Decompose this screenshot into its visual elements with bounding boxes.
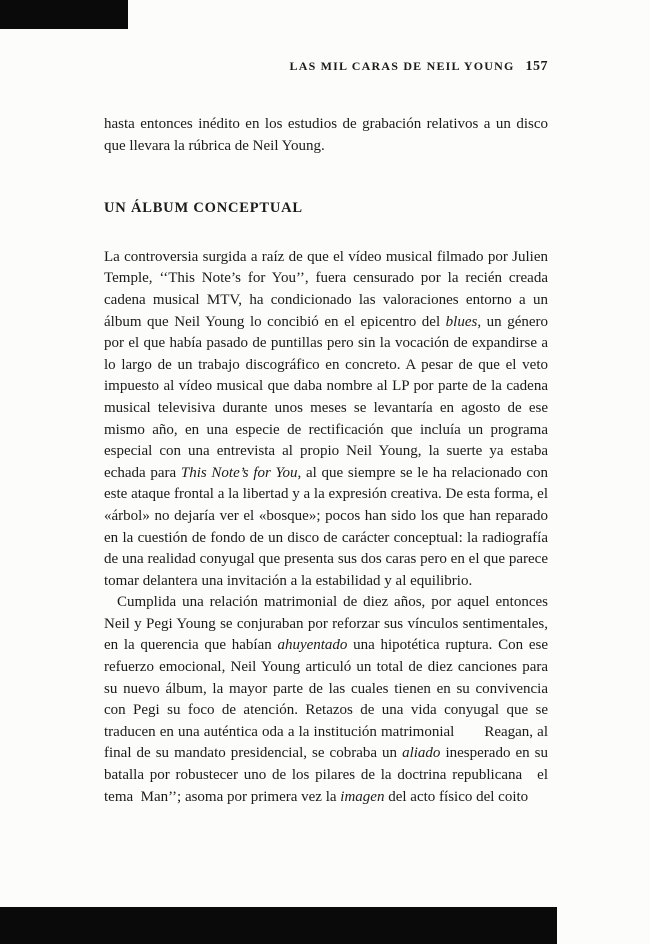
section-heading: UN ÁLBUM CONCEPTUAL (104, 200, 303, 217)
scan-artifact-bottom (0, 907, 557, 944)
page-number: 157 (525, 59, 548, 74)
paragraph-continuation: hasta entonces inédito en los estudios de grabación relativos a un disco que llevara la rúbrica de Neil Young. (104, 116, 548, 154)
running-title: LAS MIL CARAS DE NEIL YOUNG (289, 59, 515, 73)
paragraph-main: La controversia surgida a raíz de que el vídeo musical filmado por Julien Temple, ‘‘This Note’s for You’’, fuera censurado por la recién creada cadena musical MTV, ha condicionado las valoraciones entorno a un álbum que Neil Young lo concibió en el epicentro del blues, un género por el que había pasado de puntillas pero sin la vocación de expandirse a lo largo de un trabajo discográfico en concreto. A pesar de que el veto impuesto al vídeo musical que daba nombre al LP por parte de la cadena musical televisiva durante unos meses se levantaría en agosto de ese mismo año, en una especie de rectificación que incluía un programa especial con una entrevista al propio Neil Young, la suerte ya estaba echada para This Note’s for You, al que siempre se le ha relacionado con este ataque frontal a la libertad y a la expresión creativa. De esta forma, el «árbol» no dejaría ver el «bosque»; pocos han sido los que han reparado en la cuestión de fondo de un disco de carácter conceptual: la radiografía de una realidad conyugal que presenta sus dos caras pero en el que parece tomar delantera una invitación a la estabilidad y al equilibrio. (104, 248, 549, 589)
paragraph-second: Cumplida una relación matrimonial de diez años, por aquel entonces Neil y Pegi Young se conjuraban por reforzar sus vínculos sentimentales, en la querencia que habían ahuyentado una hipotética ruptura. Con ese refuerzo emocional, Neil Young articuló un total de diez canciones para su nuevo álbum, la mayor parte de las cuales tienen en su convivencia con Pegi su foco de atención. Retazos de una vida conyugal que se traducen en una auténtica oda a la institución matrimonial Reagan, al final de su mandato presidencial, se cobraba un aliado inesperado en su batalla por robustecer uno de los pilares de la doctrina republicana el tema Man’’; asoma por primera vez la imagen del acto físico del coito (104, 594, 549, 805)
text-block (104, 114, 548, 808)
page-header (104, 57, 548, 75)
scan-artifact-top-left (0, 0, 128, 29)
